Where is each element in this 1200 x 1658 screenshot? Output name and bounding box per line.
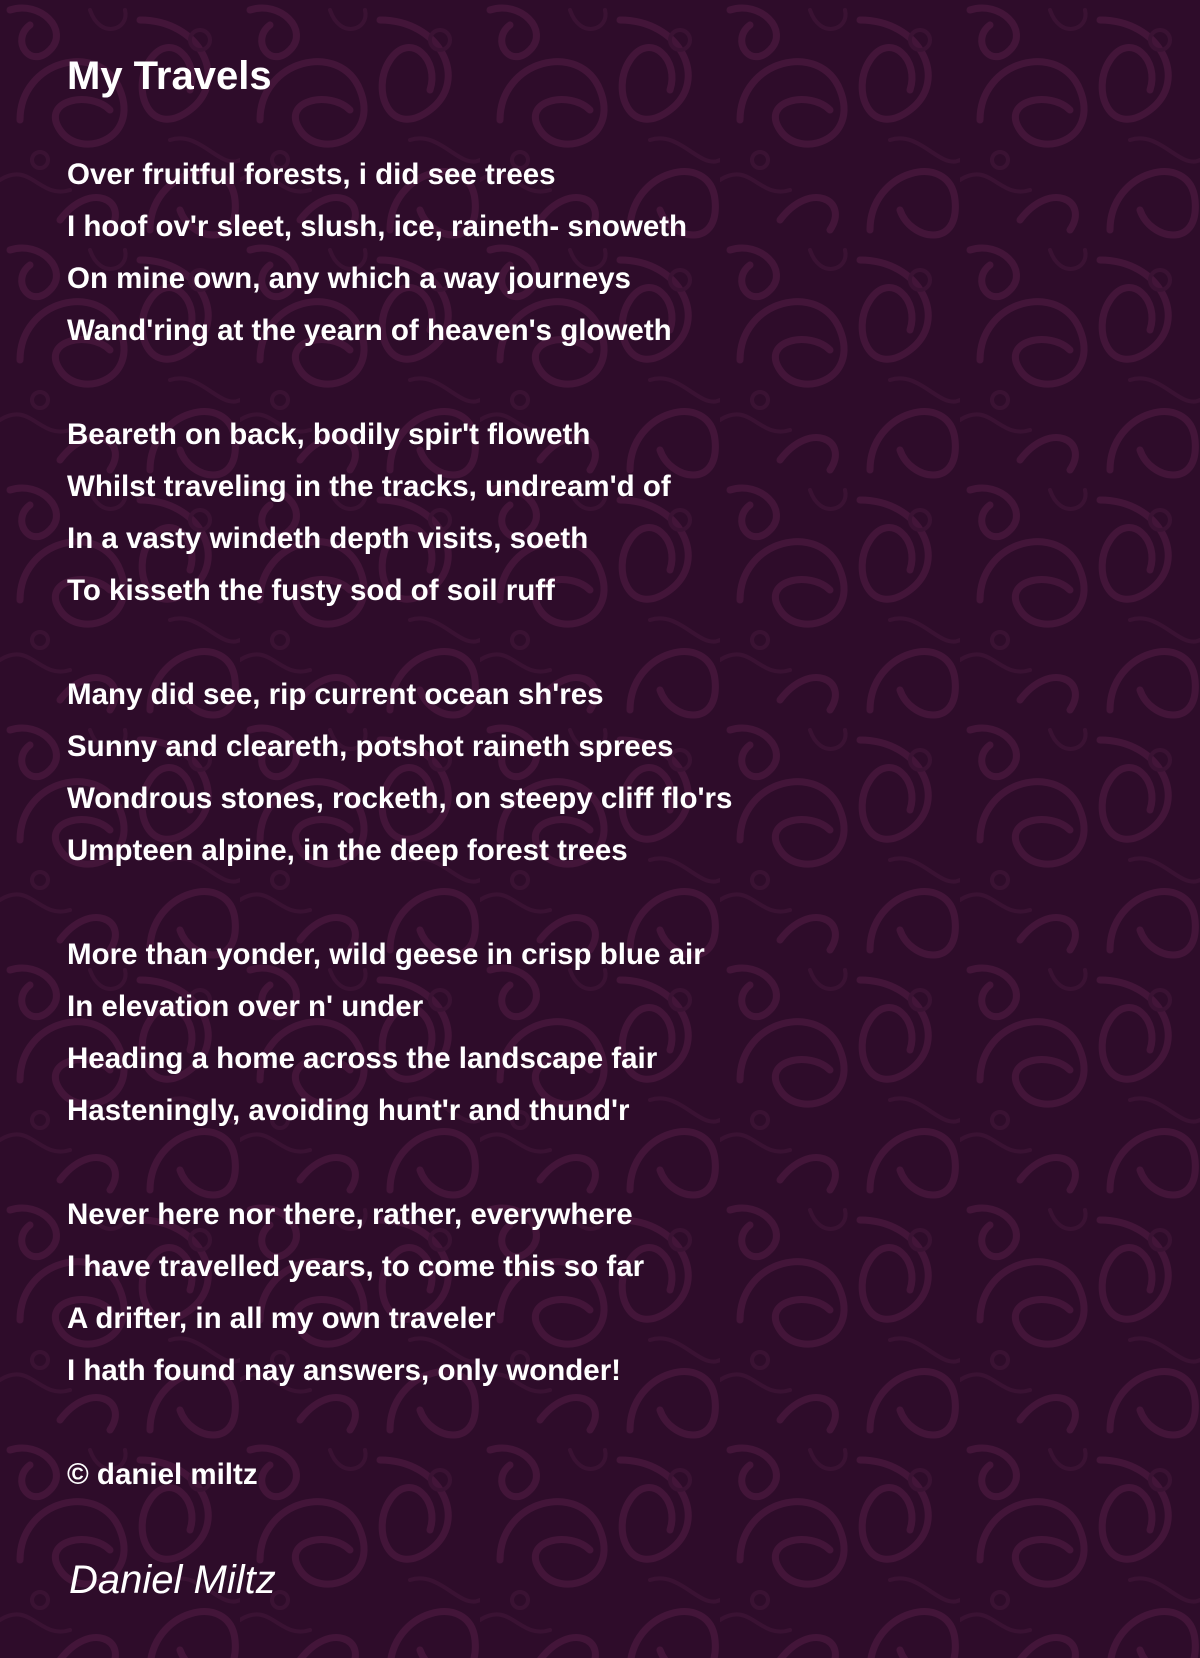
copyright-notice: © daniel miltz: [67, 1458, 258, 1491]
poem-line: I have travelled years, to come this so far: [67, 1250, 645, 1283]
poem-line: Whilst traveling in the tracks, undream'd of: [67, 470, 671, 503]
poem-line: Heading a home across the landscape fair: [67, 1042, 658, 1075]
poem-line: I hath found nay answers, only wonder!: [67, 1354, 622, 1387]
poem-line: On mine own, any which a way journeys: [67, 262, 631, 295]
poem-line: Umpteen alpine, in the deep forest trees: [67, 834, 628, 867]
poem-line: More than yonder, wild geese in crisp blue air: [67, 938, 705, 971]
poem-body: [67, 149, 1147, 1501]
poem-line: Over fruitful forests, i did see trees: [67, 158, 556, 191]
poem-line: To kisseth the fusty sod of soil ruff: [67, 574, 555, 607]
poem-line: In a vasty windeth depth visits, soeth: [67, 522, 589, 555]
stanza-5: [67, 1189, 1147, 1397]
poem-line: Never here nor there, rather, everywhere: [67, 1198, 633, 1231]
poem-line: Wand'ring at the yearn of heaven's gloweth: [67, 314, 672, 347]
stanza-2: [67, 409, 1147, 617]
poem-line: Beareth on back, bodily spir't floweth: [67, 418, 591, 451]
poem-line: Many did see, rip current ocean sh'res: [67, 678, 604, 711]
poem-line: Wondrous stones, rocketh, on steepy cliff flo'rs: [67, 782, 733, 815]
poem-line: A drifter, in all my own traveler: [67, 1302, 496, 1335]
poem-line: Hasteningly, avoiding hunt'r and thund'r: [67, 1094, 630, 1127]
poem-line: Sunny and cleareth, potshot raineth sprees: [67, 730, 674, 763]
poem-line: I hoof ov'r sleet, slush, ice, raineth- snoweth: [67, 210, 688, 243]
stanza-3: [67, 669, 1147, 877]
author-name: Daniel Miltz: [69, 1558, 276, 1602]
stanza-4: [67, 929, 1147, 1137]
poem-title: My Travels: [67, 54, 272, 98]
stanza-1: [67, 149, 1147, 357]
poem-line: In elevation over n' under: [67, 990, 424, 1023]
